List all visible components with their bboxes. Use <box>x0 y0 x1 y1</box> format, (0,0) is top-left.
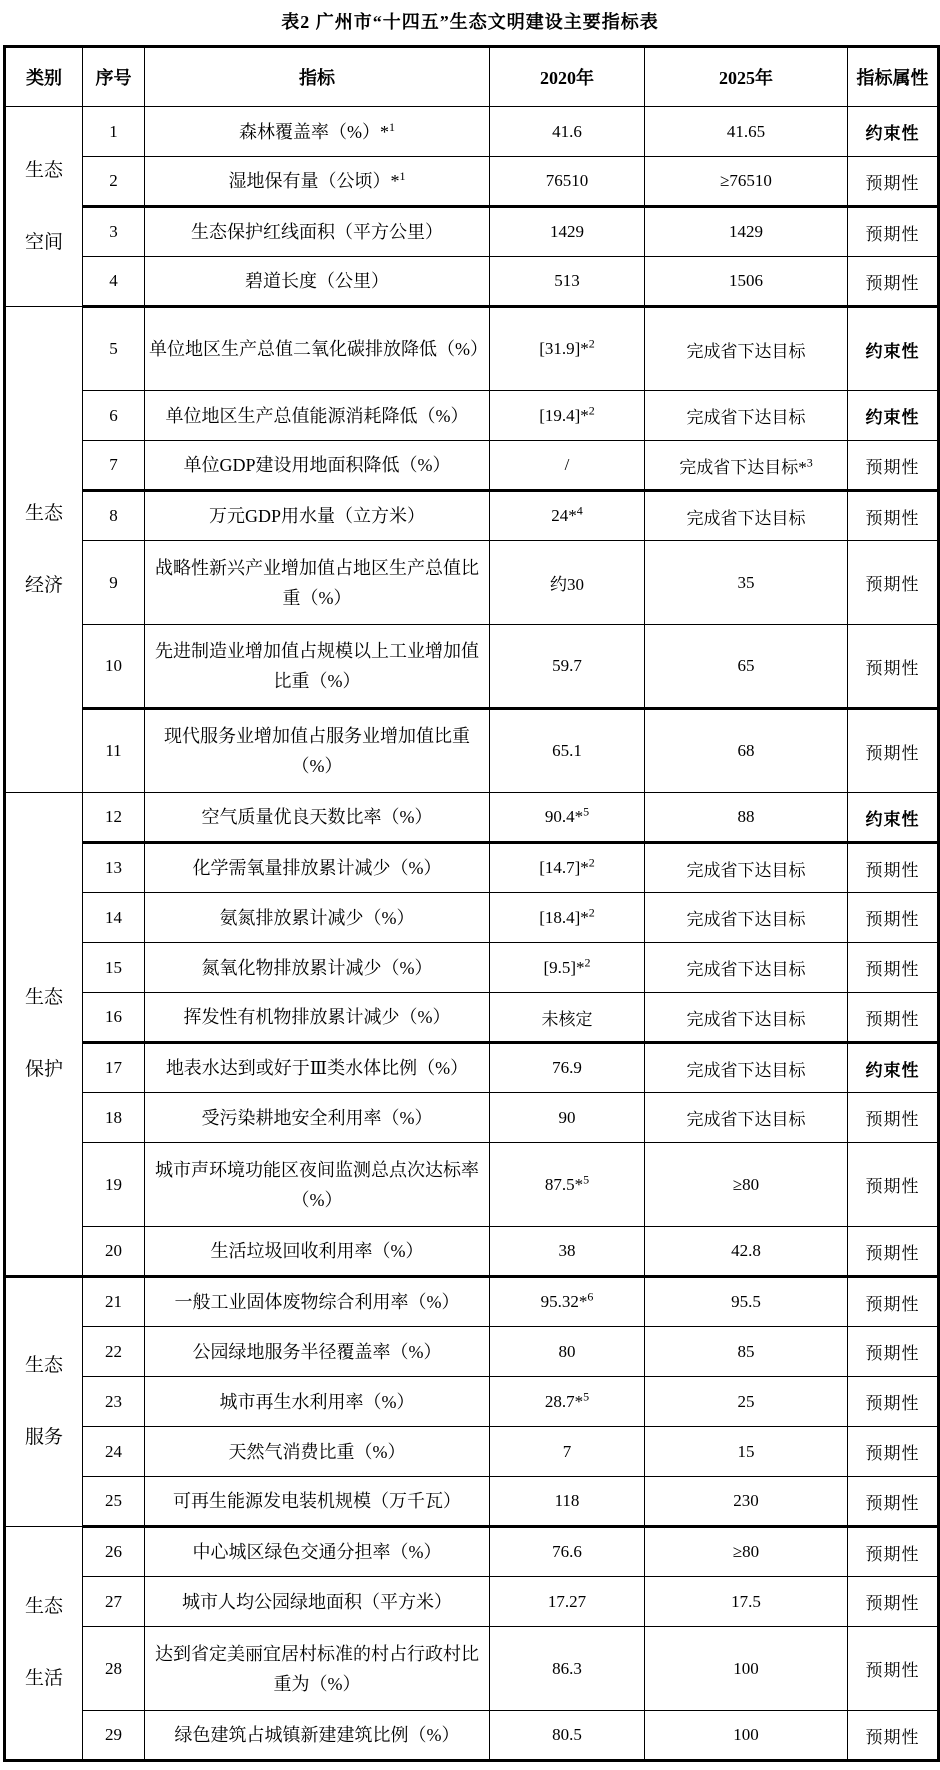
table-row <box>5 1327 939 1377</box>
row-number: 4 <box>83 257 145 307</box>
footnote-marker: 2 <box>588 855 595 870</box>
table-row <box>5 1527 939 1577</box>
row-number: 9 <box>83 541 145 625</box>
attribute-value: 预期性 <box>848 1527 939 1577</box>
header-indicator: 指标 <box>145 47 490 107</box>
indicator-name: 先进制造业增加值占规模以上工业增加值比重（%） <box>145 625 490 709</box>
footnote-marker: 4 <box>576 503 583 518</box>
header-row <box>5 47 939 107</box>
table-row <box>5 1477 939 1527</box>
value-2025: 完成省下达目标 <box>645 893 848 943</box>
table-row <box>5 1093 939 1143</box>
category-label: 生态保护 <box>24 987 63 1080</box>
value-2020: 95.32*$^6$ <box>490 1277 645 1327</box>
indicator-name: 可再生能源发电装机规模（万千瓦） <box>145 1477 490 1527</box>
value-2020: 118 <box>490 1477 645 1527</box>
value-2025: ≥80 <box>645 1527 848 1577</box>
value-2020: 41.6 <box>490 107 645 157</box>
header-attribute: 指标属性 <box>848 47 939 107</box>
table-row <box>5 541 939 625</box>
attribute-value: 预期性 <box>848 1143 939 1227</box>
table-row <box>5 257 939 307</box>
indicator-name: 城市人均公园绿地面积（平方米） <box>145 1577 490 1627</box>
row-number: 8 <box>83 491 145 541</box>
indicator-name: 湿地保有量（公顷）*$^1$ <box>145 157 490 207</box>
footnote-marker: 1 <box>389 119 395 134</box>
footnote-marker: 1 <box>399 169 406 183</box>
row-number: 29 <box>83 1711 145 1761</box>
value-2020: [14.7]*$^2$ <box>490 843 645 893</box>
value-2025: 100 <box>645 1711 848 1761</box>
value-2025: 95.5 <box>645 1277 848 1327</box>
indicator-name: 达到省定美丽宜居村标准的村占行政村比重为（%） <box>145 1627 490 1711</box>
row-number: 13 <box>83 843 145 893</box>
row-number: 21 <box>83 1277 145 1327</box>
footnote-marker: 6 <box>587 1289 594 1304</box>
attribute-value: 预期性 <box>848 1093 939 1143</box>
row-number: 7 <box>83 441 145 491</box>
row-number: 10 <box>83 625 145 709</box>
attribute-value: 预期性 <box>848 843 939 893</box>
attribute-value: 约束性 <box>848 391 939 441</box>
table-row <box>5 1427 939 1477</box>
attribute-value: 预期性 <box>848 541 939 625</box>
category-cell <box>5 107 83 307</box>
attribute-value: 预期性 <box>848 1227 939 1277</box>
footnote-marker: 5 <box>583 804 590 819</box>
value-2020: 80 <box>490 1327 645 1377</box>
row-number: 12 <box>83 793 145 843</box>
indicator-name: 万元GDP用水量（立方米） <box>145 491 490 541</box>
row-number: 24 <box>83 1427 145 1477</box>
category-label: 生态服务 <box>24 1355 63 1448</box>
footnote-marker: 2 <box>584 954 591 969</box>
row-number: 27 <box>83 1577 145 1627</box>
value-2025: 41.65 <box>645 107 848 157</box>
value-2020: 65.1 <box>490 709 645 793</box>
table-row <box>5 1143 939 1227</box>
indicator-name: 一般工业固体废物综合利用率（%） <box>145 1277 490 1327</box>
attribute-value: 约束性 <box>848 107 939 157</box>
value-2025: 68 <box>645 709 848 793</box>
attribute-value: 预期性 <box>848 993 939 1043</box>
attribute-value: 预期性 <box>848 709 939 793</box>
attribute-value: 预期性 <box>848 893 939 943</box>
value-2020: 86.3 <box>490 1627 645 1711</box>
row-number: 11 <box>83 709 145 793</box>
value-2020: 未核定 <box>490 993 645 1043</box>
category-cell <box>5 1527 83 1761</box>
table-row <box>5 709 939 793</box>
indicator-name: 地表水达到或好于Ⅲ类水体比例（%） <box>145 1043 490 1093</box>
value-2025: 完成省下达目标 <box>645 307 848 391</box>
attribute-value: 约束性 <box>848 307 939 391</box>
attribute-value: 约束性 <box>848 793 939 843</box>
value-2025: 17.5 <box>645 1577 848 1627</box>
attribute-value: 预期性 <box>848 491 939 541</box>
row-number: 20 <box>83 1227 145 1277</box>
attribute-value: 预期性 <box>848 1377 939 1427</box>
row-number: 23 <box>83 1377 145 1427</box>
attribute-value: 预期性 <box>848 441 939 491</box>
value-2020: 1429 <box>490 207 645 257</box>
footnote-marker: 5 <box>583 1388 590 1403</box>
table-row <box>5 1711 939 1761</box>
table-row <box>5 1227 939 1277</box>
value-2020: 76.6 <box>490 1527 645 1577</box>
value-2020: 76510 <box>490 157 645 207</box>
value-2020: 76.9 <box>490 1043 645 1093</box>
row-number: 6 <box>83 391 145 441</box>
value-2020: 28.7*$^5$ <box>490 1377 645 1427</box>
indicator-name: 城市声环境功能区夜间监测总点次达标率（%） <box>145 1143 490 1227</box>
value-2025: 完成省下达目标 <box>645 1043 848 1093</box>
row-number: 15 <box>83 943 145 993</box>
indicator-name: 化学需氧量排放累计减少（%） <box>145 843 490 893</box>
value-2020: 24*$^4$ <box>490 491 645 541</box>
attribute-value: 预期性 <box>848 207 939 257</box>
value-2020: [18.4]*$^2$ <box>490 893 645 943</box>
indicator-name: 氨氮排放累计减少（%） <box>145 893 490 943</box>
category-cell <box>5 1277 83 1527</box>
value-2025: 35 <box>645 541 848 625</box>
table-row <box>5 107 939 157</box>
indicator-name: 生活垃圾回收利用率（%） <box>145 1227 490 1277</box>
page-title: 表2 广州市“十四五”生态文明建设主要指标表 <box>281 12 659 32</box>
attribute-value: 预期性 <box>848 157 939 207</box>
value-2020: [31.9]*$^2$ <box>490 307 645 391</box>
indicator-name: 碧道长度（公里） <box>145 257 490 307</box>
value-2025: 65 <box>645 625 848 709</box>
value-2020: 513 <box>490 257 645 307</box>
category-cell <box>5 307 83 793</box>
value-2025: 1429 <box>645 207 848 257</box>
row-number: 25 <box>83 1477 145 1527</box>
table-row <box>5 1277 939 1327</box>
value-2025: 完成省下达目标 <box>645 993 848 1043</box>
value-2025: 100 <box>645 1627 848 1711</box>
table-row <box>5 157 939 207</box>
row-number: 18 <box>83 1093 145 1143</box>
header-number: 序号 <box>83 47 145 107</box>
footnote-marker: 3 <box>806 454 813 469</box>
value-2020: [9.5]*$^2$ <box>490 943 645 993</box>
value-2020: 87.5*$^5$ <box>490 1143 645 1227</box>
attribute-value: 预期性 <box>848 1277 939 1327</box>
value-2020: 7 <box>490 1427 645 1477</box>
indicator-name: 森林覆盖率（%）*$^1$ <box>145 107 490 157</box>
value-2025: 88 <box>645 793 848 843</box>
footnote-marker: 2 <box>588 402 595 417</box>
value-2025: ≥76510 <box>645 157 848 207</box>
indicator-name: 受污染耕地安全利用率（%） <box>145 1093 490 1143</box>
attribute-value: 预期性 <box>848 1477 939 1527</box>
value-2025: 42.8 <box>645 1227 848 1277</box>
indicators-table <box>3 45 940 1762</box>
indicator-name: 公园绿地服务半径覆盖率（%） <box>145 1327 490 1377</box>
table-row <box>5 1627 939 1711</box>
attribute-value: 预期性 <box>848 1627 939 1711</box>
value-2025: ≥80 <box>645 1143 848 1227</box>
value-2025: 1506 <box>645 257 848 307</box>
value-2025: 完成省下达目标 <box>645 1093 848 1143</box>
attribute-value: 预期性 <box>848 1577 939 1627</box>
attribute-value: 预期性 <box>848 1711 939 1761</box>
row-number: 28 <box>83 1627 145 1711</box>
indicator-name: 城市再生水利用率（%） <box>145 1377 490 1427</box>
value-2020: 59.7 <box>490 625 645 709</box>
table-row <box>5 207 939 257</box>
table-row <box>5 625 939 709</box>
footnote-marker: 5 <box>583 1171 590 1186</box>
value-2020: [19.4]*$^2$ <box>490 391 645 441</box>
value-2025: 完成省下达目标 <box>645 943 848 993</box>
indicator-name: 单位地区生产总值二氧化碳排放降低（%） <box>145 307 490 391</box>
attribute-value: 预期性 <box>848 943 939 993</box>
table-row <box>5 793 939 843</box>
value-2020: 17.27 <box>490 1577 645 1627</box>
indicator-name: 生态保护红线面积（平方公里） <box>145 207 490 257</box>
table-row <box>5 1377 939 1427</box>
indicator-name: 单位GDP建设用地面积降低（%） <box>145 441 490 491</box>
table-row <box>5 1043 939 1093</box>
row-number: 17 <box>83 1043 145 1093</box>
row-number: 1 <box>83 107 145 157</box>
table-row <box>5 391 939 441</box>
footnote-marker: 2 <box>588 904 595 919</box>
attribute-value: 预期性 <box>848 625 939 709</box>
table-row <box>5 441 939 491</box>
row-number: 2 <box>83 157 145 207</box>
value-2020: 38 <box>490 1227 645 1277</box>
table-row <box>5 307 939 391</box>
value-2020: 90 <box>490 1093 645 1143</box>
indicator-name: 天然气消费比重（%） <box>145 1427 490 1477</box>
row-number: 3 <box>83 207 145 257</box>
value-2025: 85 <box>645 1327 848 1377</box>
category-cell <box>5 793 83 1277</box>
value-2020: 约30 <box>490 541 645 625</box>
category-label: 生态生活 <box>24 1596 63 1689</box>
indicator-name: 中心城区绿色交通分担率（%） <box>145 1527 490 1577</box>
row-number: 14 <box>83 893 145 943</box>
indicator-name: 现代服务业增加值占服务业增加值比重（%） <box>145 709 490 793</box>
indicator-name: 氮氧化物排放累计减少（%） <box>145 943 490 993</box>
attribute-value: 约束性 <box>848 1043 939 1093</box>
table-row <box>5 843 939 893</box>
attribute-value: 预期性 <box>848 1327 939 1377</box>
table-row <box>5 943 939 993</box>
row-number: 26 <box>83 1527 145 1577</box>
value-2025: 230 <box>645 1477 848 1527</box>
header-category: 类别 <box>5 47 83 107</box>
table-row <box>5 993 939 1043</box>
row-number: 19 <box>83 1143 145 1227</box>
value-2025: 完成省下达目标*$^3$ <box>645 441 848 491</box>
attribute-value: 预期性 <box>848 1427 939 1477</box>
row-number: 5 <box>83 307 145 391</box>
value-2025: 完成省下达目标 <box>645 391 848 441</box>
indicator-name: 单位地区生产总值能源消耗降低（%） <box>145 391 490 441</box>
attribute-value: 预期性 <box>848 257 939 307</box>
indicator-name: 战略性新兴产业增加值占地区生产总值比重（%） <box>145 541 490 625</box>
indicator-name: 绿色建筑占城镇新建建筑比例（%） <box>145 1711 490 1761</box>
indicator-name: 挥发性有机物排放累计减少（%） <box>145 993 490 1043</box>
value-2025: 15 <box>645 1427 848 1477</box>
table-row <box>5 491 939 541</box>
value-2025: 25 <box>645 1377 848 1427</box>
value-2025: 完成省下达目标 <box>645 491 848 541</box>
indicator-name: 空气质量优良天数比率（%） <box>145 793 490 843</box>
category-label: 生态空间 <box>24 159 63 253</box>
row-number: 16 <box>83 993 145 1043</box>
value-2025: 完成省下达目标 <box>645 843 848 893</box>
row-number: 22 <box>83 1327 145 1377</box>
category-label: 生态经济 <box>24 502 63 596</box>
table-row <box>5 1577 939 1627</box>
value-2020: 90.4*$^5$ <box>490 793 645 843</box>
header-2020: 2020年 <box>490 47 645 107</box>
table-row <box>5 893 939 943</box>
footnote-marker: 2 <box>588 336 595 351</box>
value-2020: 80.5 <box>490 1711 645 1761</box>
value-2020: / <box>490 441 645 491</box>
header-2025: 2025年 <box>645 47 848 107</box>
